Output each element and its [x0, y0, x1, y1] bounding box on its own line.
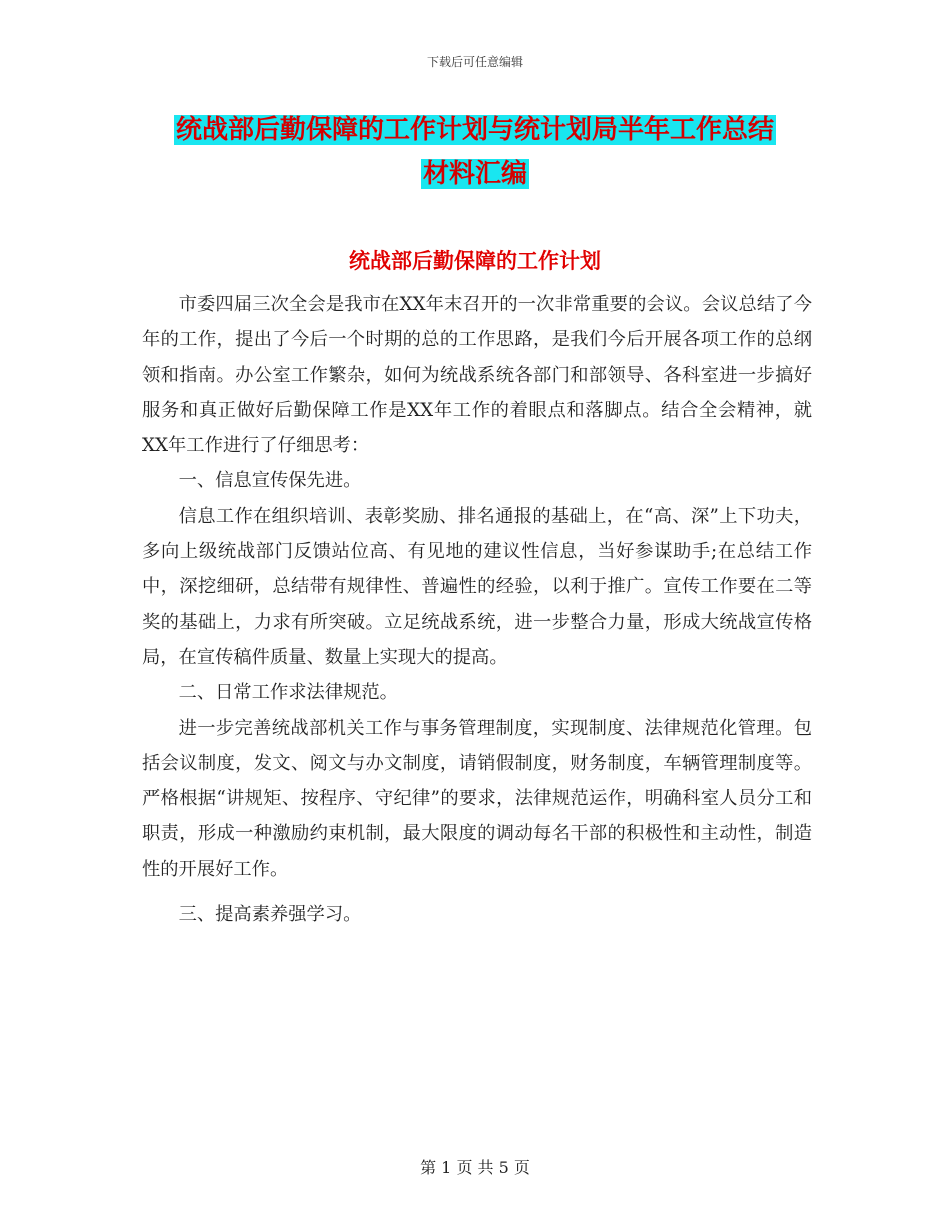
title-line-1: 统战部后勤保障的工作计划与统计划局半年工作总结	[175, 115, 774, 145]
heading-1: 一、信息宣传保先进。	[178, 470, 362, 492]
title-line-2: 材料汇编	[422, 159, 527, 189]
header-note: 下载后可任意编辑	[426, 55, 523, 69]
page-footer: 第 1 页 共 5 页	[420, 1158, 530, 1177]
paragraph-intro: 市委四届三次全会是我市在XX年末召开的一次非常重要的会议。会议总结了今年的工作，提出了今后一个时期的总的工作思路，是我们今后开展各项工作的总纲领和指南。办公室工作繁杂，如何为统战系统各部门和部领导、各科室进一步搞好服务和真正做好后勤保障工作是XX年工作的着眼点和落脚点。结合全会精神，就XX年工作进行了仔细思考：	[142, 294, 812, 457]
document-title	[0, 108, 950, 196]
document-body	[142, 287, 812, 932]
heading-2: 二、日常工作求法律规范。	[178, 682, 398, 704]
paragraph-1: 信息工作在组织培训、表彰奖励、排名通报的基础上，在“高、深”上下功夫，多向上级统战部门反馈站位高、有见地的建议性信息，当好参谋助手;在总结工作中，深挖细研，总结带有规律性、普遍性的经验，以利于推广。宣传工作要在二等奖的基础上，力求有所突破。立足统战系统，进一步整合力量，形成大统战宣传格局，在宣传稿件质量、数量上实现大的提高。	[142, 505, 812, 668]
heading-3: 三、提高素养强学习。	[178, 904, 362, 926]
paragraph-2: 进一步完善统战部机关工作与事务管理制度，实现制度、法律规范化管理。包括会议制度，发文、阅文与办文制度，请销假制度，财务制度，车辆管理制度等。严格根据“讲规矩、按程序、守纪律”的要求，法律规范运作，明确科室人员分工和职责，形成一种激励约束机制，最大限度的调动每名干部的积极性和主动性，制造性的开展好工作。	[142, 717, 812, 880]
section-title: 统战部后勤保障的工作计划	[349, 249, 601, 273]
